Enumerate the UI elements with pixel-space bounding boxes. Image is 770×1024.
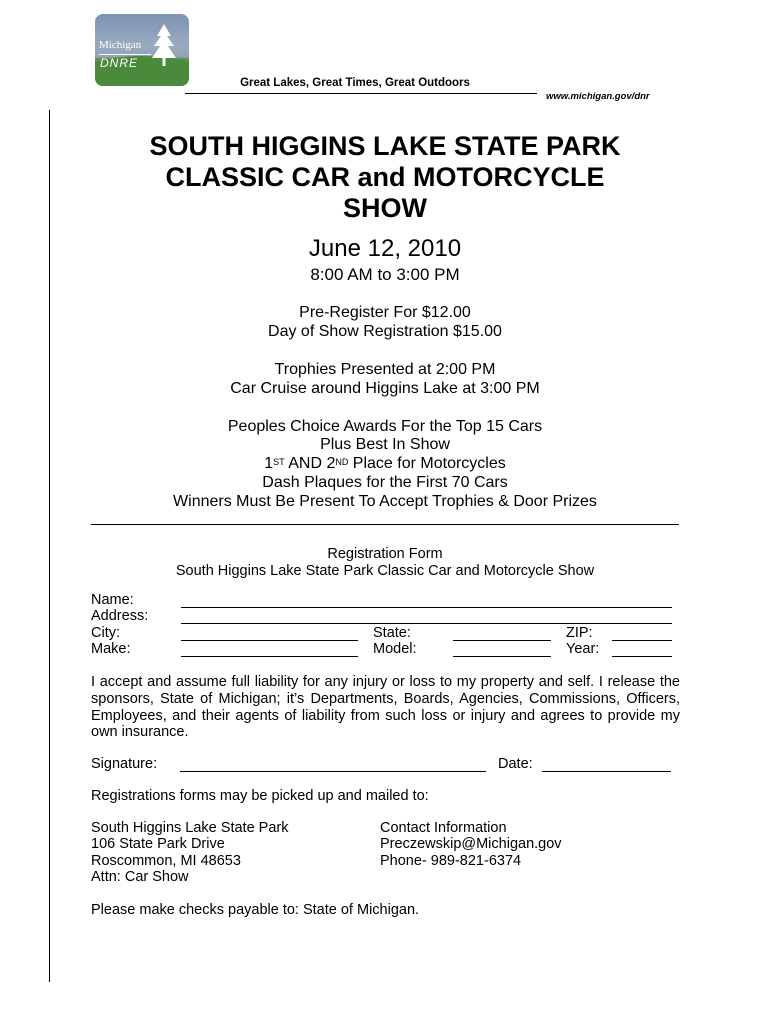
event-date: June 12, 2010 [308, 235, 462, 262]
form-subheading: South Higgins Lake State Park Classic Car and Motorcycle Show [175, 563, 595, 579]
contact-heading: Contact Information [380, 820, 507, 836]
mailing-address-line-2: 106 State Park Drive [91, 836, 225, 852]
year-label: Year: [566, 641, 600, 657]
date-field[interactable] [542, 758, 671, 772]
model-label: Model: [373, 641, 417, 657]
zip-label: ZIP: [566, 625, 593, 641]
moto-first-sup: ST [273, 457, 285, 467]
name-label: Name: [91, 592, 134, 608]
moto-second: AND 2 [284, 455, 336, 472]
winners-note: Winners Must Be Present To Accept Trophies & Door Prizes [173, 493, 597, 510]
signature-label: Signature: [91, 756, 158, 772]
city-field[interactable] [181, 627, 358, 641]
event-time: 8:00 AM to 3:00 PM [310, 265, 460, 284]
mailing-address-line-4: Attn: Car Show [91, 869, 189, 885]
section-divider [91, 524, 679, 525]
address-field[interactable] [181, 610, 672, 624]
name-field[interactable] [181, 594, 672, 608]
title-line-3: SHOW [343, 193, 427, 223]
date-label: Date: [498, 756, 533, 772]
cruise-time: Car Cruise around Higgins Lake at 3:00 PM [230, 380, 540, 397]
mail-note: Registrations forms may be picked up and mailed to: [91, 788, 429, 804]
logo-text-dnre: DNRE [100, 56, 139, 70]
year-field[interactable] [612, 643, 672, 657]
address-label: Address: [91, 608, 149, 624]
state-field[interactable] [453, 627, 551, 641]
model-field[interactable] [453, 643, 551, 657]
mailing-address-line-3: Roscommon, MI 48653 [91, 853, 241, 869]
mailing-address-line-1: South Higgins Lake State Park [91, 820, 289, 836]
form-heading: Registration Form [327, 546, 443, 562]
tree-icon [151, 24, 177, 68]
dash-plaques: Dash Plaques for the First 70 Cars [262, 474, 508, 491]
contact-email[interactable]: Preczewskip@Michigan.gov [380, 836, 562, 852]
dnre-logo [95, 14, 189, 86]
moto-end: Place for Motorcycles [348, 455, 506, 472]
website-url: www.michigan.gov/dnr [546, 91, 650, 102]
city-label: City: [91, 625, 120, 641]
trophies-time: Trophies Presented at 2:00 PM [274, 361, 496, 378]
preregister-price: Pre-Register For $12.00 [299, 304, 471, 321]
title-line-1: SOUTH HIGGINS LAKE STATE PARK [149, 131, 621, 161]
payable-note: Please make checks payable to: State of Michigan. [91, 902, 420, 918]
tagline: Great Lakes, Great Times, Great Outdoors [240, 77, 470, 89]
make-label: Make: [91, 641, 131, 657]
contact-phone: Phone- 989-821-6374 [380, 853, 522, 869]
state-label: State: [373, 625, 411, 641]
liability-statement: I accept and assume full liability for any injury or loss to my property and self. I release the sponsors, State of Michigan; it’s Departments, Boards, Agencies, Commissions, Officers, Employees, and their agents of liability from such loss or injury and agrees to provide my own insurance. [91, 674, 680, 741]
moto-second-sup: ND [335, 457, 349, 467]
title-line-2: CLASSIC CAR and MOTORCYCLE [165, 162, 605, 192]
dayof-price: Day of Show Registration $15.00 [268, 323, 502, 340]
peoples-choice: Peoples Choice Awards For the Top 15 Cars [227, 418, 543, 435]
header-rule [185, 93, 537, 94]
moto-first: 1 [264, 455, 274, 472]
zip-field[interactable] [612, 627, 672, 641]
make-field[interactable] [181, 643, 358, 657]
signature-field[interactable] [180, 758, 486, 772]
motorcycle-places [40, 455, 730, 474]
best-in-show: Plus Best In Show [320, 436, 450, 453]
logo-text-michigan: Michigan [99, 39, 142, 51]
